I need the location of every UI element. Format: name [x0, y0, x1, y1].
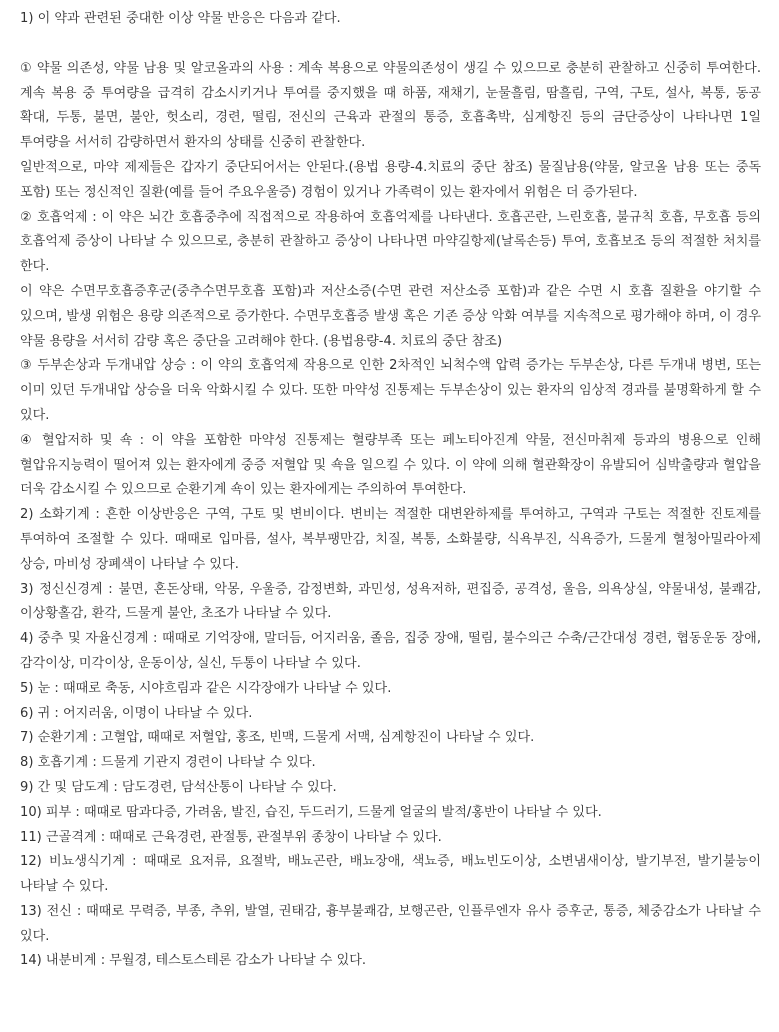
paragraph-skin: 10) 피부 : 때때로 땀과다증, 가려움, 발진, 습진, 두드러기, 드물게 얼굴의 발적/홍반이 나타날 수 있다. — [20, 804, 602, 820]
paragraph-drug-dependence: ① 약물 의존성, 약물 남용 및 알코올과의 사용 : 계속 복용으로 약물의존성이 생길 수 있으므로 충분히 관찰하고 신중히 투여한다. 계속 복용 중 투여량을 급격히 감소시키거나 투여를 중지했을 때 하품, 재채기, 눈물흘림, 땀흘림, 구역, 구토, 설사, 복통, 동공 확대, 두통, 불면, 불안, 헛소리, 경련, 떨림, 전신의 근육과 관절의 통증, 호흡촉박, 심계항진 등의 금단증상이 나타나면 1일 투여량을 서서히 감량하면서 환자의 상태를 신중히 관찰한다. — [20, 60, 761, 151]
paragraph-hypotension-shock: ④ 혈압저하 및 쇽 : 이 약을 포함한 마약성 진통제는 혈량부족 또는 페노티아진계 약물, 전신마취제 등과의 병용으로 인해 혈압유지능력이 떨어져 있는 환자에게 중증 저혈압 및 쇽을 일으킬 수 있다. 이 약에 의해 혈관확장이 유발되어 심박출량과 혈압을 더욱 감소시킬 수 있으므로 순환기계 쇽이 있는 환자에게는 주의하여 투여한다. — [20, 432, 761, 498]
paragraph-digestive: 2) 소화기계 : 흔한 이상반응은 구역, 구토 및 변비이다. 변비는 적절한 대변완하제를 투여하고, 구역과 구토는 적절한 진토제를 투여하여 조절할 수 있다. 때때로 입마름, 설사, 복부팽만감, 치질, 복통, 소화불량, 식욕부진, 식욕증가, 드물게 혈청아밀라아제 상승, 마비성 장폐색이 나타날 수 있다. — [20, 507, 761, 572]
spacer — [20, 32, 761, 57]
paragraph-respiratory-depression: ② 호흡억제 : 이 약은 뇌간 호흡중추에 직접적으로 작용하여 호흡억제를 나타낸다. 호흡곤란, 느린호흡, 불규칙 호흡, 무호흡 등의 호흡억제 증상이 나타날 수 있으므로, 충분히 관찰하고 증상이 나타나면 마약길항제(날록손등) 투여, 호흡보조 등의 적절한 처치를 한다. — [20, 209, 761, 275]
paragraph-withdrawal-risk: 일반적으로, 마약 제제들은 갑자기 중단되어서는 안된다.(용법 용량-4.치료의 중단 참조) 물질남용(약물, 알코올 남용 또는 중독 포함) 또는 정신적인 질환(예를 들어 주요우울증) 경험이 있거나 가족력이 있는 환자에서 위험은 더 증가된다. — [20, 159, 761, 200]
paragraph-hepatobiliary: 9) 간 및 담도계 : 담도경련, 담석산통이 나타날 수 있다. — [20, 779, 337, 795]
paragraph-sleep-apnea: 이 약은 수면무호흡증후군(중추수면무호흡 포함)과 저산소증(수면 관련 저산소증 포함)과 같은 수면 시 호흡 질환을 야기할 수 있으며, 발생 위험은 용량 의존적으로 증가한다. 수면무호흡증 발생 혹은 기존 증상 악화 여부를 지속적으로 평가해야 하며, 이 경우 약물 용량을 서서히 감량 혹은 중단을 고려해야 한다. (용법용량-4. 치료의 중단 참조) — [20, 283, 761, 349]
paragraph-urogenital: 12) 비뇨생식기계 : 때때로 요저류, 요절박, 배뇨곤란, 배뇨장애, 색뇨증, 배뇨빈도이상, 소변냄새이상, 발기부전, 발기불능이 나타날 수 있다. — [20, 854, 761, 895]
paragraph-nervous-system: 4) 중추 및 자율신경계 : 때때로 기억장애, 말더듬, 어지러움, 졸음, 집중 장애, 떨림, 불수의근 수축/근간대성 경련, 협동운동 장애, 감각이상, 미각이상, 운동이상, 실신, 두통이 나타날 수 있다. — [20, 631, 761, 671]
paragraph-general: 13) 전신 : 때때로 무력증, 부종, 추위, 발열, 권태감, 흉부불쾌감, 보행곤란, 인플루엔자 유사 증후군, 통증, 체중감소가 나타날 수 있다. — [20, 903, 761, 944]
paragraph-musculoskeletal: 11) 근골격계 : 때때로 근육경련, 관절통, 관절부위 종창이 나타날 수 있다. — [20, 829, 442, 845]
paragraph-psychiatric: 3) 정신신경계 : 불면, 혼돈상태, 악몽, 우울증, 감정변화, 과민성, 성욕저하, 편집증, 공격성, 울음, 의욕상실, 약물내성, 불쾌감, 이상황홀감, 환각, 드물게 불안, 초조가 나타날 수 있다. — [20, 581, 761, 622]
paragraph-eye: 5) 눈 : 때때로 축동, 시야흐림과 같은 시각장애가 나타날 수 있다. — [20, 680, 392, 696]
paragraph-respiratory: 8) 호흡기계 : 드물게 기관지 경련이 나타날 수 있다. — [20, 755, 316, 771]
paragraph-ear: 6) 귀 : 어지러움, 이명이 나타날 수 있다. — [20, 705, 253, 721]
paragraph-head-injury: ③ 두부손상과 두개내압 상승 : 이 약의 호흡억제 작용으로 인한 2차적인 뇌척수액 압력 증가는 두부손상, 다른 두개내 병변, 또는 이미 있던 두개내압 상승을 더욱 악화시킬 수 있다. 또한 마약성 진통제는 두부손상이 있는 환자의 임상적 경과를 불명확하게 할 수 있다. — [20, 358, 761, 423]
paragraph-endocrine: 14) 내분비계 : 무월경, 테스토스테론 감소가 나타날 수 있다. — [20, 953, 367, 969]
paragraph-circulatory: 7) 순환기계 : 고혈압, 때때로 저혈압, 홍조, 빈맥, 드물게 서맥, 심계항진이 나타날 수 있다. — [20, 730, 535, 746]
intro-paragraph: 1) 이 약과 관련된 중대한 이상 약물 반응은 다음과 같다. — [20, 11, 341, 26]
